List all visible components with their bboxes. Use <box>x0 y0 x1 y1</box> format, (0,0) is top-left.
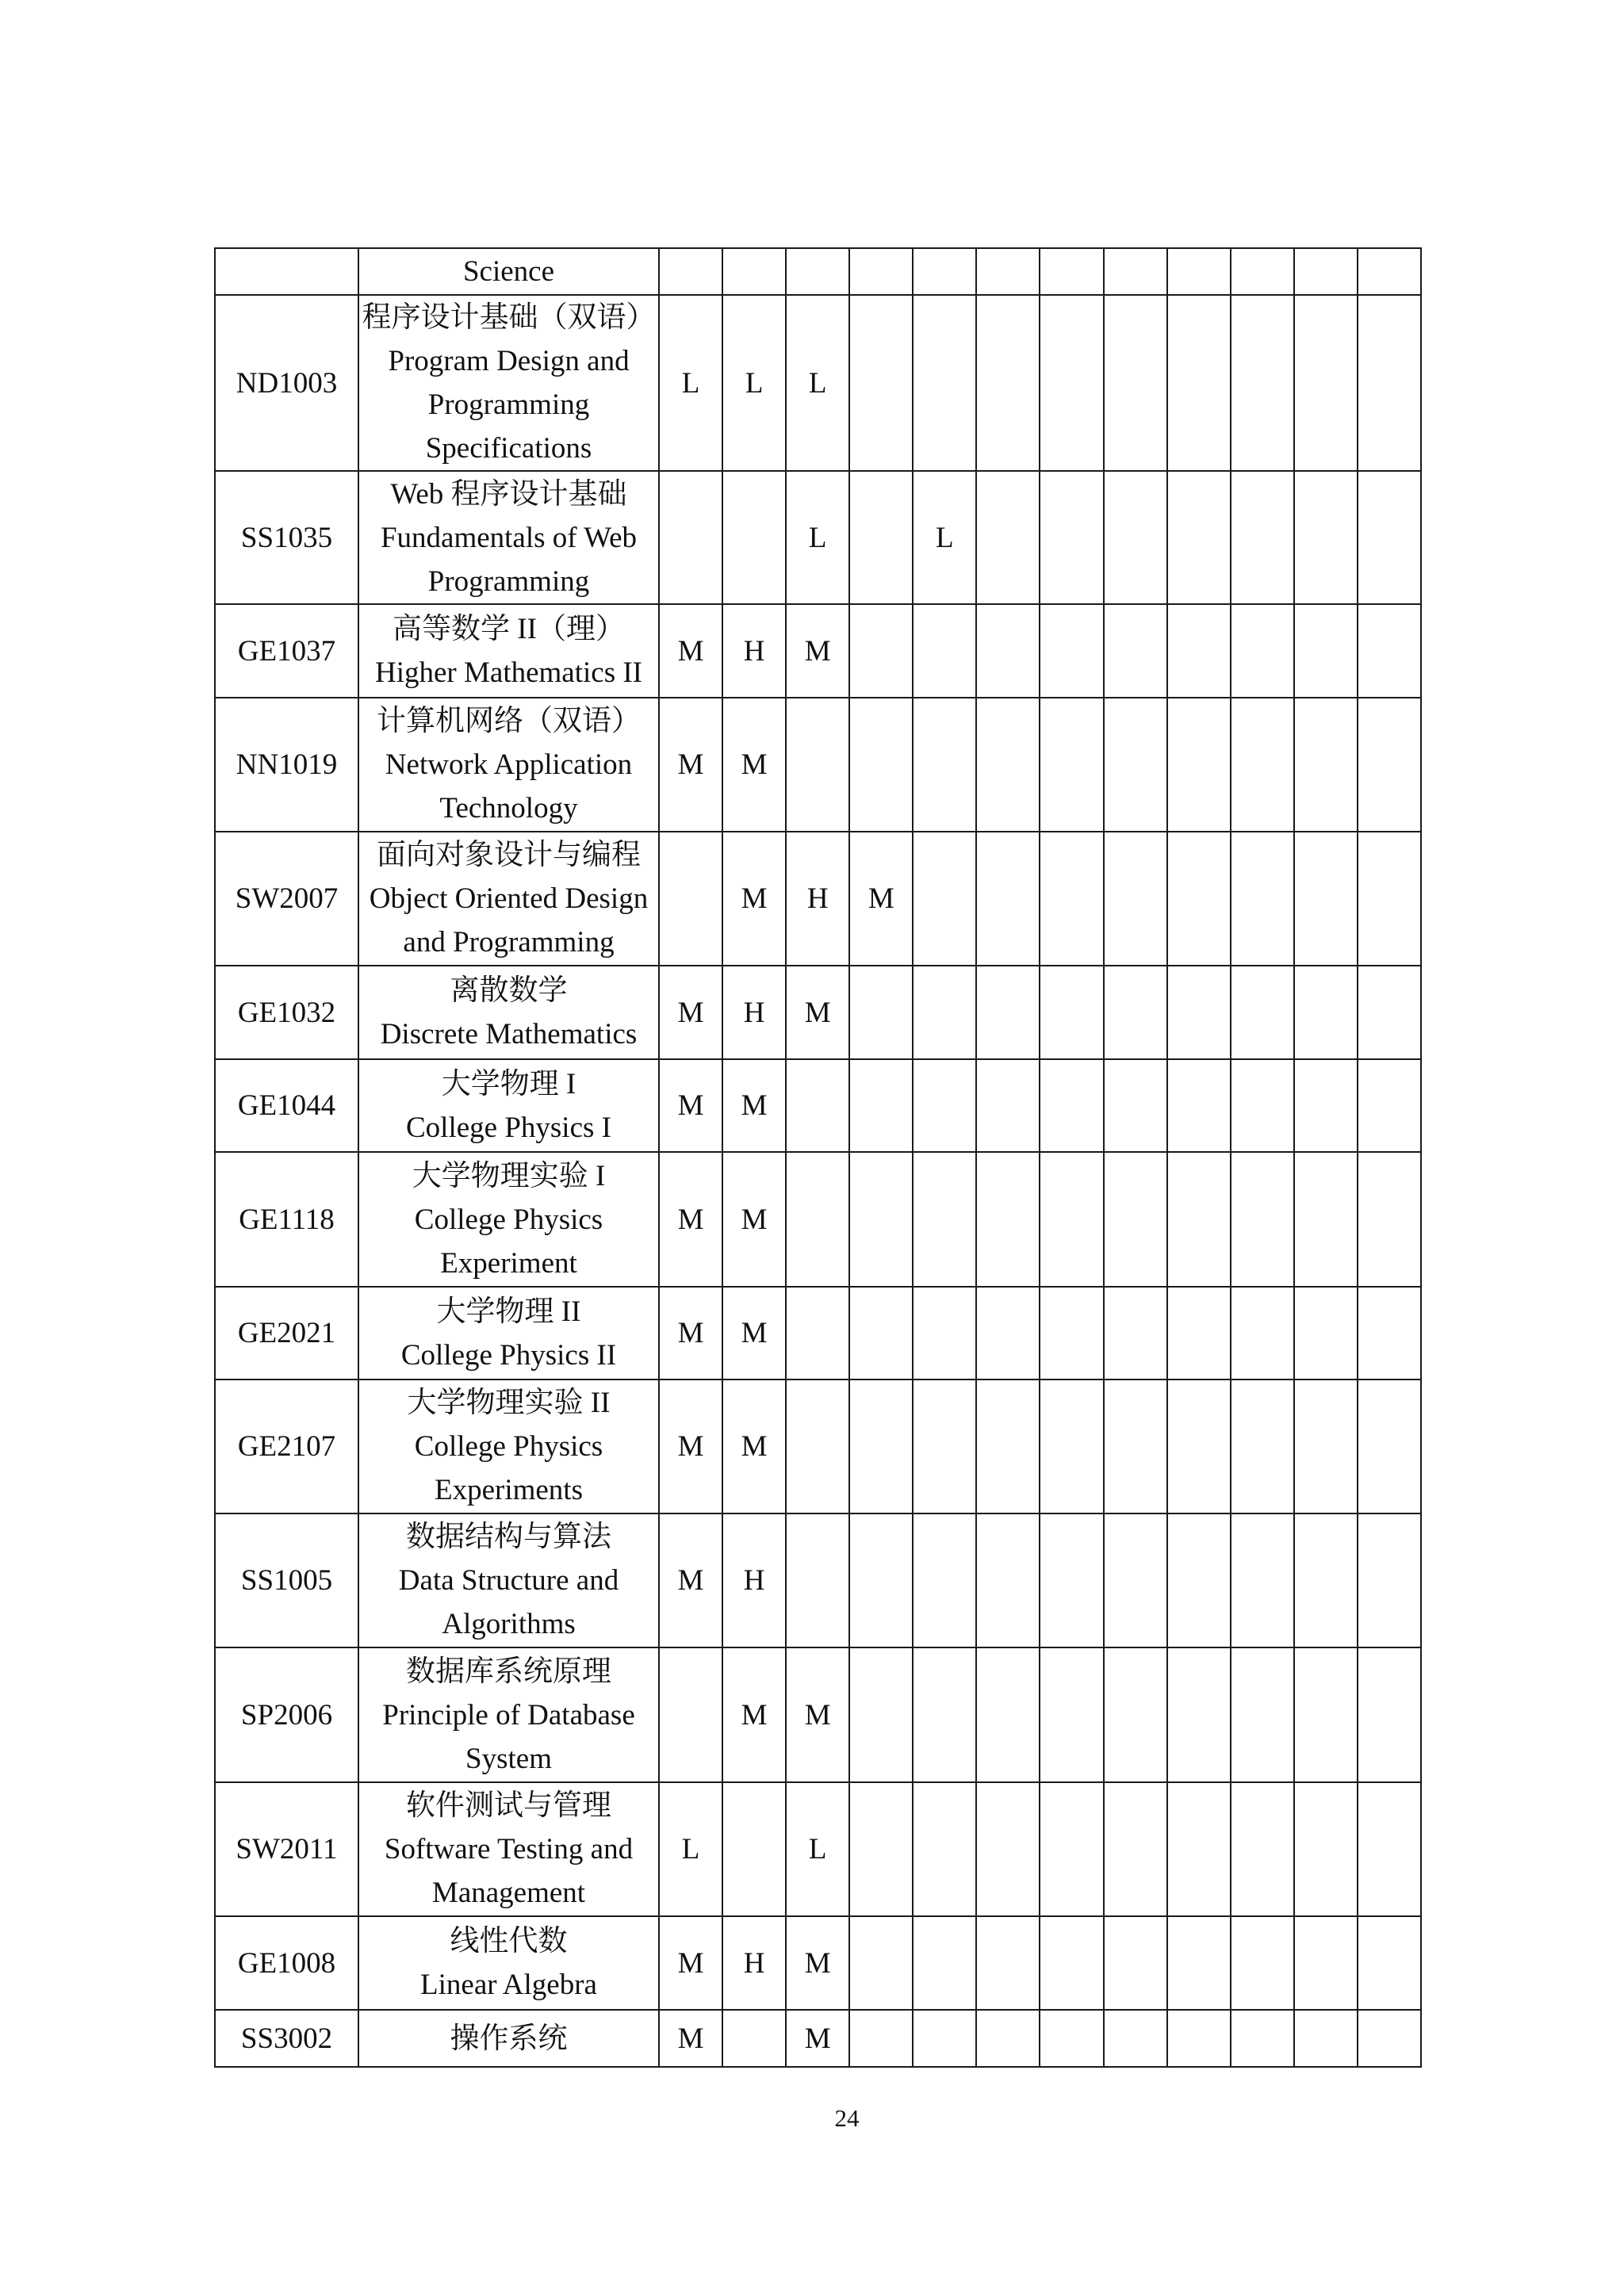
support-level-cell <box>1040 1287 1103 1380</box>
support-level-cell <box>1231 2010 1294 2067</box>
support-level-cell <box>1294 604 1358 698</box>
course-row <box>215 966 1421 1059</box>
support-level-cell <box>913 1647 976 1782</box>
support-level-cell <box>1358 698 1421 832</box>
course-name-cell <box>358 1513 659 1647</box>
support-level-cell: L <box>786 471 849 604</box>
support-level-cell <box>1104 2010 1167 2067</box>
support-level-cell <box>1167 1782 1231 1916</box>
support-level-cell <box>1294 2010 1358 2067</box>
support-level-cell: M <box>659 1916 722 2010</box>
support-level-cell <box>1040 1059 1103 1152</box>
support-level-cell <box>1231 1513 1294 1647</box>
support-level-cell <box>1104 1916 1167 2010</box>
course-row <box>215 248 1421 295</box>
support-level-cell: H <box>786 832 849 966</box>
support-level-cell <box>976 2010 1040 2067</box>
support-level-cell <box>976 471 1040 604</box>
support-level-cell <box>1231 1380 1294 1513</box>
support-level-cell: L <box>659 1782 722 1916</box>
support-level-cell <box>1294 1152 1358 1287</box>
support-level-cell <box>1294 295 1358 471</box>
support-level-cell <box>659 471 722 604</box>
support-level-cell: M <box>786 966 849 1059</box>
support-level-cell <box>1104 1059 1167 1152</box>
support-level-cell <box>1358 1513 1421 1647</box>
support-level-cell <box>849 1152 913 1287</box>
support-level-cell: M <box>722 1287 786 1380</box>
course-name-line: Specifications <box>425 432 592 465</box>
course-name-cell <box>358 248 659 295</box>
support-level-cell <box>1040 604 1103 698</box>
course-name-line: 数据结构与算法 <box>406 1521 611 1553</box>
support-level-cell <box>1358 832 1421 966</box>
support-level-cell <box>1104 1380 1167 1513</box>
course-row <box>215 832 1421 966</box>
course-name-line: College Physics II <box>400 1338 617 1372</box>
support-level-cell <box>722 248 786 295</box>
support-level-cell <box>1358 1782 1421 1916</box>
support-level-cell <box>659 1647 722 1782</box>
course-name-cell <box>358 1647 659 1782</box>
course-row <box>215 1287 1421 1380</box>
support-level-cell <box>849 471 913 604</box>
course-code-cell: NN1019 <box>215 698 358 832</box>
support-level-cell <box>1167 471 1231 604</box>
support-level-cell <box>976 832 1040 966</box>
course-name-line: 数据库系统原理 <box>406 1655 611 1688</box>
support-level-cell <box>976 1287 1040 1380</box>
support-level-cell: M <box>659 1059 722 1152</box>
course-code-cell <box>215 248 358 295</box>
course-name-cell <box>358 604 659 698</box>
support-level-cell <box>1040 1380 1103 1513</box>
support-level-cell <box>1104 832 1167 966</box>
support-level-cell <box>913 1916 976 2010</box>
course-name-cell <box>358 832 659 966</box>
support-level-cell: M <box>659 1380 722 1513</box>
course-matrix-table <box>214 247 1422 2068</box>
course-name-line: Program Design and <box>388 345 630 377</box>
support-level-cell <box>1294 1513 1358 1647</box>
support-level-cell <box>913 832 976 966</box>
support-level-cell <box>1167 1513 1231 1647</box>
support-level-cell <box>1358 1152 1421 1287</box>
support-level-cell <box>976 1513 1040 1647</box>
support-level-cell <box>1167 2010 1231 2067</box>
support-level-cell <box>1358 471 1421 604</box>
support-level-cell <box>849 2010 913 2067</box>
course-name-line: College Physics I <box>406 1111 611 1144</box>
support-level-cell: M <box>722 1152 786 1287</box>
course-code-cell: SW2007 <box>215 832 358 966</box>
support-level-cell <box>849 248 913 295</box>
course-name-line: 高等数学 II（理） <box>393 613 625 645</box>
course-code-cell: SS1005 <box>215 1513 358 1647</box>
support-level-cell <box>1294 1380 1358 1513</box>
support-level-cell <box>976 1059 1040 1152</box>
support-level-cell <box>1040 1513 1103 1647</box>
support-level-cell <box>913 604 976 698</box>
course-name-cell <box>358 1380 659 1513</box>
support-level-cell <box>1294 248 1358 295</box>
support-level-cell <box>1358 248 1421 295</box>
course-name-cell <box>358 1152 659 1287</box>
support-level-cell <box>1167 604 1231 698</box>
course-name-line: 大学物理实验 I <box>412 1159 606 1192</box>
support-level-cell: H <box>722 1513 786 1647</box>
support-level-cell <box>1231 604 1294 698</box>
support-level-cell: M <box>849 832 913 966</box>
support-level-cell <box>849 1513 913 1647</box>
support-level-cell <box>1294 1916 1358 2010</box>
course-matrix-body <box>215 248 1421 2067</box>
course-row <box>215 604 1421 698</box>
support-level-cell: M <box>786 604 849 698</box>
course-name-line: Web 程序设计基础 <box>390 477 627 511</box>
support-level-cell <box>1358 1059 1421 1152</box>
support-level-cell <box>976 295 1040 471</box>
course-code-cell: GE1037 <box>215 604 358 698</box>
course-row <box>215 1380 1421 1513</box>
support-level-cell: M <box>722 832 786 966</box>
support-level-cell <box>849 966 913 1059</box>
support-level-cell <box>1167 1287 1231 1380</box>
course-row <box>215 1647 1421 1782</box>
support-level-cell <box>1167 966 1231 1059</box>
support-level-cell: M <box>722 1380 786 1513</box>
support-level-cell <box>1104 604 1167 698</box>
course-name-line: Management <box>431 1877 586 1909</box>
support-level-cell <box>913 966 976 1059</box>
course-code-cell: SP2006 <box>215 1647 358 1782</box>
support-level-cell <box>786 1380 849 1513</box>
course-name-line: Algorithms <box>442 1608 576 1640</box>
support-level-cell: M <box>659 2010 722 2067</box>
course-name-line: Object Oriented Design <box>369 882 649 915</box>
course-name-line: Network Application <box>385 748 633 781</box>
course-name-line: and Programming <box>403 926 615 959</box>
support-level-cell <box>1040 1916 1103 2010</box>
support-level-cell <box>1358 604 1421 698</box>
course-name-line: Programming <box>427 388 590 421</box>
course-name-line: 面向对象设计与编程 <box>377 839 641 871</box>
course-name-cell <box>358 471 659 604</box>
support-level-cell <box>976 248 1040 295</box>
support-level-cell <box>849 1059 913 1152</box>
support-level-cell <box>1104 1513 1167 1647</box>
support-level-cell <box>913 2010 976 2067</box>
support-level-cell: H <box>722 966 786 1059</box>
support-level-cell <box>1104 1647 1167 1782</box>
support-level-cell <box>913 1287 976 1380</box>
support-level-cell <box>1231 471 1294 604</box>
support-level-cell <box>1231 1916 1294 2010</box>
support-level-cell <box>722 2010 786 2067</box>
support-level-cell <box>1104 698 1167 832</box>
course-name-line: Fundamentals of Web <box>380 521 638 554</box>
support-level-cell <box>1167 832 1231 966</box>
support-level-cell <box>976 698 1040 832</box>
support-level-cell <box>1104 248 1167 295</box>
course-name-line: Programming <box>427 564 590 598</box>
course-name-line: Higher Mathematics II <box>375 656 642 689</box>
support-level-cell <box>1358 1647 1421 1782</box>
support-level-cell <box>849 1916 913 2010</box>
support-level-cell <box>1040 295 1103 471</box>
support-level-cell: L <box>913 471 976 604</box>
course-row <box>215 1513 1421 1647</box>
course-name-line: Experiment <box>440 1246 577 1280</box>
support-level-cell <box>1294 1059 1358 1152</box>
course-code-cell: SW2011 <box>215 1782 358 1916</box>
support-level-cell <box>1167 1647 1231 1782</box>
support-level-cell <box>1104 1782 1167 1916</box>
support-level-cell <box>1358 1287 1421 1380</box>
support-level-cell <box>1040 1782 1103 1916</box>
course-name-line: 离散数学 <box>450 974 568 1007</box>
support-level-cell <box>976 1916 1040 2010</box>
course-name-line: Discrete Mathematics <box>380 1018 638 1050</box>
support-level-cell: M <box>659 966 722 1059</box>
support-level-cell: H <box>722 1916 786 2010</box>
course-code-cell: GE2107 <box>215 1380 358 1513</box>
support-level-cell <box>1358 295 1421 471</box>
support-level-cell: M <box>786 1916 849 2010</box>
course-name-line: 计算机网络（双语） <box>377 705 641 737</box>
support-level-cell: L <box>659 295 722 471</box>
course-code-cell: GE2021 <box>215 1287 358 1380</box>
support-level-cell <box>849 1380 913 1513</box>
support-level-cell <box>1231 248 1294 295</box>
support-level-cell <box>976 1782 1040 1916</box>
support-level-cell <box>1294 1647 1358 1782</box>
course-name-cell <box>358 1916 659 2010</box>
support-level-cell <box>913 1513 976 1647</box>
course-name-line: Software Testing and <box>384 1833 634 1866</box>
support-level-cell: M <box>786 1647 849 1782</box>
course-name-line: System <box>465 1742 552 1775</box>
support-level-cell <box>1231 1647 1294 1782</box>
support-level-cell <box>913 295 976 471</box>
support-level-cell <box>786 1152 849 1287</box>
support-level-cell <box>1040 698 1103 832</box>
course-name-line: Experiments <box>434 1474 583 1506</box>
support-level-cell <box>1104 966 1167 1059</box>
support-level-cell <box>1104 295 1167 471</box>
support-level-cell <box>1167 248 1231 295</box>
support-level-cell <box>1358 1916 1421 2010</box>
course-code-cell: GE1008 <box>215 1916 358 2010</box>
support-level-cell <box>1040 1647 1103 1782</box>
course-row <box>215 1059 1421 1152</box>
course-name-cell <box>358 1782 659 1916</box>
page-number: 24 <box>834 2104 860 2132</box>
course-name-line: 大学物理 I <box>441 1067 576 1100</box>
course-code-cell: GE1044 <box>215 1059 358 1152</box>
support-level-cell <box>1231 832 1294 966</box>
support-level-cell <box>786 1513 849 1647</box>
course-code-cell: GE1032 <box>215 966 358 1059</box>
course-row <box>215 698 1421 832</box>
course-name-line: Linear Algebra <box>420 1969 597 2001</box>
course-row <box>215 471 1421 604</box>
support-level-cell: M <box>786 2010 849 2067</box>
support-level-cell: L <box>786 295 849 471</box>
support-level-cell: M <box>722 1059 786 1152</box>
course-code-cell: GE1118 <box>215 1152 358 1287</box>
support-level-cell <box>849 295 913 471</box>
support-level-cell: H <box>722 604 786 698</box>
course-name-cell <box>358 295 659 471</box>
support-level-cell <box>1294 1287 1358 1380</box>
support-level-cell: M <box>722 698 786 832</box>
support-level-cell <box>849 604 913 698</box>
support-level-cell <box>849 1287 913 1380</box>
course-code-cell: SS3002 <box>215 2010 358 2067</box>
course-name-line: 操作系统 <box>450 2022 568 2055</box>
support-level-cell <box>1040 248 1103 295</box>
course-name-line: College Physics <box>414 1203 603 1236</box>
support-level-cell <box>1040 1152 1103 1287</box>
support-level-cell <box>849 1647 913 1782</box>
support-level-cell <box>1358 1380 1421 1513</box>
support-level-cell: L <box>786 1782 849 1916</box>
support-level-cell <box>1231 1782 1294 1916</box>
support-level-cell <box>1231 966 1294 1059</box>
support-level-cell <box>1294 966 1358 1059</box>
course-name-line: College Physics <box>414 1430 603 1463</box>
support-level-cell: M <box>659 1152 722 1287</box>
support-level-cell <box>786 248 849 295</box>
support-level-cell <box>913 248 976 295</box>
course-row <box>215 1152 1421 1287</box>
support-level-cell <box>1167 295 1231 471</box>
support-level-cell <box>976 1647 1040 1782</box>
support-level-cell <box>1104 1152 1167 1287</box>
support-level-cell <box>1294 1782 1358 1916</box>
course-name-line: Technology <box>439 792 578 825</box>
support-level-cell <box>722 1782 786 1916</box>
course-code-cell: SS1035 <box>215 471 358 604</box>
course-name-line: Principle of Database <box>382 1698 635 1732</box>
course-name-line: 软件测试与管理 <box>406 1789 611 1822</box>
course-name-line: 程序设计基础（双语） <box>362 301 656 334</box>
support-level-cell <box>1231 698 1294 832</box>
course-name-cell <box>358 1059 659 1152</box>
support-level-cell <box>1104 1287 1167 1380</box>
support-level-cell <box>659 248 722 295</box>
support-level-cell <box>913 1059 976 1152</box>
support-level-cell <box>1040 471 1103 604</box>
support-level-cell <box>1040 2010 1103 2067</box>
support-level-cell <box>1231 1152 1294 1287</box>
support-level-cell <box>1294 471 1358 604</box>
support-level-cell <box>913 1782 976 1916</box>
support-level-cell <box>1040 832 1103 966</box>
support-level-cell <box>1358 966 1421 1059</box>
support-level-cell <box>1167 1380 1231 1513</box>
course-row <box>215 2010 1421 2067</box>
support-level-cell <box>659 832 722 966</box>
support-level-cell <box>1040 966 1103 1059</box>
support-level-cell <box>786 1059 849 1152</box>
support-level-cell <box>849 698 913 832</box>
course-name-line: 线性代数 <box>450 1925 568 1957</box>
support-level-cell <box>976 1152 1040 1287</box>
course-row <box>215 1916 1421 2010</box>
support-level-cell <box>1294 698 1358 832</box>
support-level-cell: M <box>659 1287 722 1380</box>
support-level-cell: M <box>659 698 722 832</box>
course-name-cell <box>358 1287 659 1380</box>
support-level-cell <box>1167 1059 1231 1152</box>
course-name-line: Data Structure and <box>398 1564 619 1597</box>
support-level-cell <box>786 1287 849 1380</box>
support-level-cell <box>976 1380 1040 1513</box>
support-level-cell <box>1358 2010 1421 2067</box>
support-level-cell <box>1167 698 1231 832</box>
support-level-cell <box>1167 1152 1231 1287</box>
course-name-line: Science <box>462 255 555 288</box>
course-code-cell: ND1003 <box>215 295 358 471</box>
support-level-cell <box>1167 1916 1231 2010</box>
support-level-cell <box>976 966 1040 1059</box>
support-level-cell <box>722 471 786 604</box>
support-level-cell <box>849 1782 913 1916</box>
support-level-cell <box>1231 295 1294 471</box>
course-name-cell <box>358 2010 659 2067</box>
support-level-cell <box>1231 1287 1294 1380</box>
course-name-cell <box>358 698 659 832</box>
support-level-cell <box>976 604 1040 698</box>
course-row <box>215 295 1421 471</box>
support-level-cell <box>1294 832 1358 966</box>
support-level-cell <box>913 1380 976 1513</box>
support-level-cell <box>786 698 849 832</box>
support-level-cell: M <box>722 1647 786 1782</box>
course-name-line: 大学物理 II <box>436 1295 581 1328</box>
support-level-cell <box>1231 1059 1294 1152</box>
support-level-cell <box>913 1152 976 1287</box>
course-row <box>215 1782 1421 1916</box>
support-level-cell: M <box>659 604 722 698</box>
support-level-cell: L <box>722 295 786 471</box>
support-level-cell <box>913 698 976 832</box>
course-name-cell <box>358 966 659 1059</box>
support-level-cell: M <box>659 1513 722 1647</box>
course-name-line: 大学物理实验 II <box>407 1387 611 1419</box>
support-level-cell <box>1104 471 1167 604</box>
